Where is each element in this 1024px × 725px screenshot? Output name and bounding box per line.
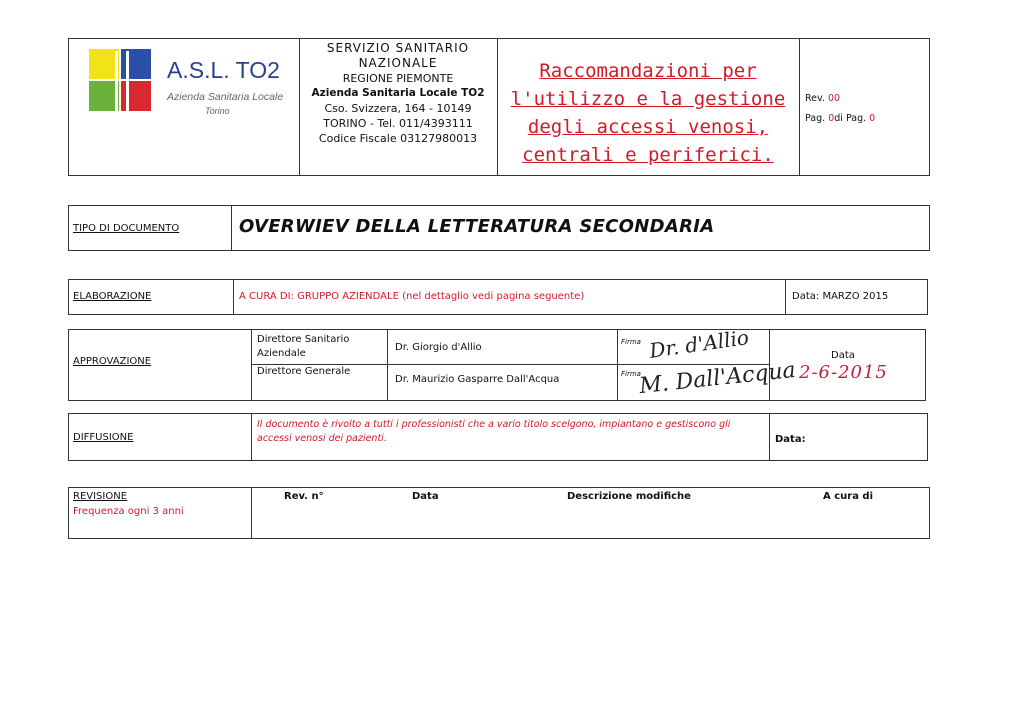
org-line-7: Codice Fiscale 03127980013 [318,132,478,145]
tipo-value: OVERWIEV DELLA LETTERATURA SECONDARIA [239,216,715,237]
title-line-2: l'utilizzo e la gestione [510,88,786,110]
revision-info [805,89,875,129]
revisione-label: REVISIONE [73,491,128,502]
col-a-cura-di: A cura di [823,491,874,502]
diffusione-text: Il documento è rivolto a tutti i professionisti che a vario titolo scelgono, impiantano e gestiscono gli accessi venosi dei pazienti. [257,419,731,444]
elaborazione-date [792,291,888,302]
title-line-4: centrali e periferici. [522,144,774,166]
title-line-1: Raccomandazioni per [539,60,757,82]
col-descrizione: Descrizione modifiche [567,491,691,502]
org-line-2: NAZIONALE [358,56,438,70]
org-line-5: Cso. Svizzera, 164 - 10149 [324,102,472,115]
pag-label: Pag. [805,113,826,124]
logo-subtitle: Azienda Sanitaria Locale [167,91,284,103]
diffusione-data-label: Data: [775,434,806,445]
name-direttore-generale: Dr. Maurizio Gasparre Dall'Acqua [395,374,560,385]
pag-di-label: di Pag. [834,113,867,124]
rev-value: 00 [827,93,841,104]
signature-dallacqua: M. Dall'Acqua [638,357,797,400]
document-header [68,38,930,176]
approvazione-label: APPROVAZIONE [73,356,152,367]
title-line-3: degli accessi venosi, [527,116,769,138]
tipo-label: TIPO DI DOCUMENTO [73,223,180,234]
approvazione-data-label: Data [831,350,855,361]
pag-value-1: 0 [828,113,835,124]
org-line-1: SERVIZIO SANITARIO [326,41,470,55]
revisione-frequency: Frequenza ogni 3 anni [73,506,184,517]
revisione-table [68,487,930,539]
organization-info [300,41,496,146]
role-direttore-sanitario: Direttore Sanitario Aziendale [257,334,350,359]
role-direttore-generale: Direttore Generale [257,366,351,377]
pag-value-2: 0 [869,113,876,124]
approvazione-data-value: 2-6-2015 [799,362,888,383]
col-rev-n: Rev. n° [284,491,324,502]
tipo-documento-row [68,205,930,251]
asl-logo [87,49,157,119]
org-line-4: Azienda Sanitaria Locale TO2 [311,87,485,99]
col-data: Data [412,491,439,502]
elaborazione-date-label: Data: [792,291,820,302]
logo-title: A.S.L. TO2 [167,57,280,83]
logo-city: Torino [205,106,230,116]
firma-label-2: Firma [621,370,641,378]
elaborazione-row [68,279,928,315]
org-line-6: TORINO - Tel. 011/4393111 [323,117,473,130]
diffusione-row [68,413,928,461]
elaborazione-label: ELABORAZIONE [73,291,152,302]
rev-label: Rev. [805,93,825,104]
approvazione-row [68,325,926,401]
document-title [498,57,798,169]
elaborazione-value: A CURA DI: GRUPPO AZIENDALE (nel dettaglio vedi pagina seguente) [239,291,585,302]
firma-label-1: Firma [621,338,641,346]
name-direttore-sanitario: Dr. Giorgio d'Allio [395,342,482,353]
elaborazione-date-value: MARZO 2015 [822,291,889,302]
org-line-3: REGIONE PIEMONTE [342,72,454,85]
signature-dallio: Dr. d'Allio [647,325,751,363]
diffusione-label: DIFFUSIONE [73,432,134,443]
